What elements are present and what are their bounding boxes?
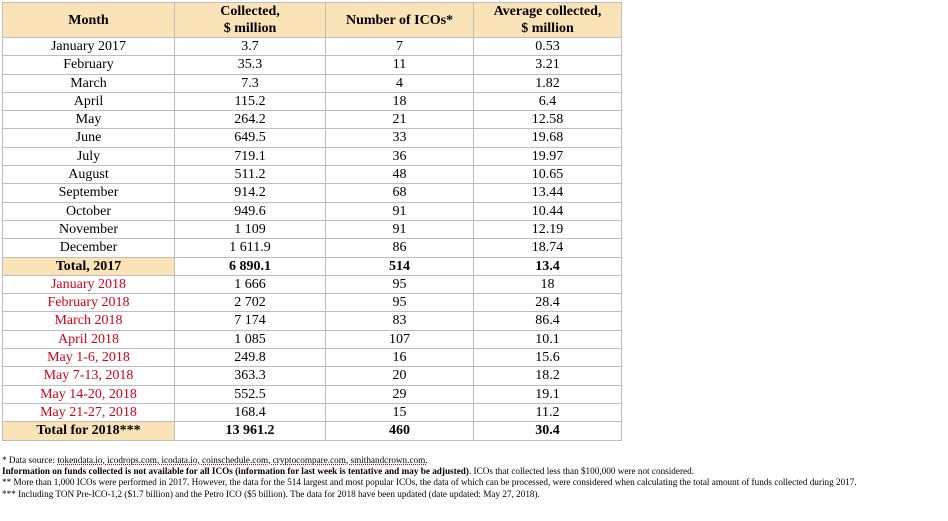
average-cell: 10.1 bbox=[474, 330, 622, 348]
footnote-source-list: tokendata.io, icodrops.com, icodata.io, coinschedule.com, cryptocompare.com, smithandcrown.com. bbox=[57, 455, 428, 465]
month-cell: June bbox=[3, 129, 175, 147]
average-cell: 0.53 bbox=[474, 38, 622, 56]
footnote-source-prefix: * Data source: bbox=[2, 455, 58, 465]
table-row bbox=[3, 184, 622, 202]
table-row bbox=[3, 220, 622, 238]
month-cell: March bbox=[3, 74, 175, 92]
table-row bbox=[3, 294, 622, 312]
average-cell: 18.2 bbox=[474, 367, 622, 385]
collected-cell: 1 666 bbox=[175, 275, 326, 293]
collected-cell: 7.3 bbox=[175, 74, 326, 92]
month-cell: January 2017 bbox=[3, 38, 175, 56]
header-average-line2: $ million bbox=[521, 21, 574, 36]
icos-cell: 83 bbox=[326, 312, 474, 330]
month-cell: May 7-13, 2018 bbox=[3, 367, 175, 385]
table-row bbox=[3, 92, 622, 110]
icos-cell: 29 bbox=[326, 385, 474, 403]
icos-cell: 36 bbox=[326, 147, 474, 165]
total-row bbox=[3, 422, 622, 440]
table-row bbox=[3, 349, 622, 367]
icos-cell: 514 bbox=[326, 257, 474, 275]
month-cell: April 2018 bbox=[3, 330, 175, 348]
month-cell: July bbox=[3, 147, 175, 165]
icos-cell: 91 bbox=[326, 220, 474, 238]
collected-cell: 949.6 bbox=[175, 202, 326, 220]
icos-cell: 21 bbox=[326, 111, 474, 129]
average-cell: 6.4 bbox=[474, 92, 622, 110]
collected-cell: 649.5 bbox=[175, 129, 326, 147]
average-cell: 19.68 bbox=[474, 129, 622, 147]
icos-cell: 4 bbox=[326, 74, 474, 92]
month-cell: January 2018 bbox=[3, 275, 175, 293]
average-cell: 30.4 bbox=[474, 422, 622, 440]
collected-cell: 6 890.1 bbox=[175, 257, 326, 275]
average-cell: 12.58 bbox=[474, 111, 622, 129]
icos-cell: 48 bbox=[326, 166, 474, 184]
average-cell: 18 bbox=[474, 275, 622, 293]
collected-cell: 13 961.2 bbox=[175, 422, 326, 440]
icos-cell: 20 bbox=[326, 367, 474, 385]
table-row bbox=[3, 330, 622, 348]
collected-cell: 115.2 bbox=[175, 92, 326, 110]
icos-cell: 95 bbox=[326, 275, 474, 293]
header-collected-line1: Collected, bbox=[220, 4, 280, 19]
table-row bbox=[3, 111, 622, 129]
table-body bbox=[3, 38, 622, 441]
table-row bbox=[3, 56, 622, 74]
header-collected-line2: $ million bbox=[223, 21, 277, 36]
footnote-2018: *** Including TON Pre-ICO-1,2 ($1.7 billion) and the Petro ICO ($5 billion). The data for 2018 have been updated (date updated: May 27, 2018). bbox=[2, 488, 540, 499]
month-cell: May 14-20, 2018 bbox=[3, 385, 175, 403]
icos-cell: 11 bbox=[326, 56, 474, 74]
collected-cell: 511.2 bbox=[175, 166, 326, 184]
collected-cell: 719.1 bbox=[175, 147, 326, 165]
icos-cell: 68 bbox=[326, 184, 474, 202]
collected-cell: 552.5 bbox=[175, 385, 326, 403]
total-row bbox=[3, 257, 622, 275]
icos-cell: 33 bbox=[326, 129, 474, 147]
average-cell: 18.74 bbox=[474, 239, 622, 257]
collected-cell: 914.2 bbox=[175, 184, 326, 202]
collected-cell: 3.7 bbox=[175, 38, 326, 56]
collected-cell: 1 085 bbox=[175, 330, 326, 348]
icos-cell: 18 bbox=[326, 92, 474, 110]
footnote-bold-note: Information on funds collected is not available for all ICOs (information for last week is tentative and may be adjusted) bbox=[2, 466, 469, 477]
header-collected bbox=[175, 3, 326, 38]
icos-cell: 91 bbox=[326, 202, 474, 220]
header-row bbox=[3, 3, 622, 38]
table-row bbox=[3, 166, 622, 184]
collected-cell: 2 702 bbox=[175, 294, 326, 312]
average-cell: 28.4 bbox=[474, 294, 622, 312]
table-row bbox=[3, 367, 622, 385]
icos-cell: 7 bbox=[326, 38, 474, 56]
collected-cell: 249.8 bbox=[175, 349, 326, 367]
average-cell: 19.1 bbox=[474, 385, 622, 403]
average-cell: 13.44 bbox=[474, 184, 622, 202]
table-row bbox=[3, 74, 622, 92]
month-cell: Total for 2018*** bbox=[3, 422, 175, 440]
collected-cell: 363.3 bbox=[175, 367, 326, 385]
month-cell: May 21-27, 2018 bbox=[3, 403, 175, 421]
average-cell: 13.4 bbox=[474, 257, 622, 275]
icos-cell: 15 bbox=[326, 403, 474, 421]
average-cell: 86.4 bbox=[474, 312, 622, 330]
collected-cell: 35.3 bbox=[175, 56, 326, 74]
table-row bbox=[3, 202, 622, 220]
average-cell: 12.19 bbox=[474, 220, 622, 238]
average-cell: 19.97 bbox=[474, 147, 622, 165]
month-cell: Total, 2017 bbox=[3, 257, 175, 275]
header-icos: Number of ICOs* bbox=[326, 3, 474, 38]
table-row bbox=[3, 312, 622, 330]
average-cell: 1.82 bbox=[474, 74, 622, 92]
collected-cell: 1 611.9 bbox=[175, 239, 326, 257]
table-row bbox=[3, 38, 622, 56]
average-cell: 3.21 bbox=[474, 56, 622, 74]
icos-cell: 107 bbox=[326, 330, 474, 348]
month-cell: October bbox=[3, 202, 175, 220]
header-average bbox=[474, 3, 622, 38]
month-cell: May 1-6, 2018 bbox=[3, 349, 175, 367]
average-cell: 10.44 bbox=[474, 202, 622, 220]
collected-cell: 7 174 bbox=[175, 312, 326, 330]
month-cell: August bbox=[3, 166, 175, 184]
header-average-line1: Average collected, bbox=[493, 4, 602, 19]
table-row bbox=[3, 239, 622, 257]
footnote-2017: ** More than 1,000 ICOs were performed in 2017. However, the data for the 514 largest and most popular ICOs, the data of which can be processed, were considered when calculating the total amount of funds collected during 2017. bbox=[2, 477, 857, 488]
month-cell: February bbox=[3, 56, 175, 74]
average-cell: 10.65 bbox=[474, 166, 622, 184]
header-month: Month bbox=[3, 3, 175, 38]
month-cell: April bbox=[3, 92, 175, 110]
collected-cell: 168.4 bbox=[175, 403, 326, 421]
collected-cell: 1 109 bbox=[175, 220, 326, 238]
table-row bbox=[3, 403, 622, 421]
month-cell: November bbox=[3, 220, 175, 238]
table-row bbox=[3, 129, 622, 147]
ico-table bbox=[2, 2, 622, 441]
average-cell: 15.6 bbox=[474, 349, 622, 367]
month-cell: February 2018 bbox=[3, 294, 175, 312]
footnotes bbox=[2, 455, 942, 500]
table-row bbox=[3, 385, 622, 403]
footnote-bold-note-tail: . ICOs that collected less than $100,000 were not considered. bbox=[468, 466, 694, 477]
collected-cell: 264.2 bbox=[175, 111, 326, 129]
footnote-availability bbox=[2, 466, 942, 477]
table-row bbox=[3, 147, 622, 165]
table-row bbox=[3, 275, 622, 293]
month-cell: September bbox=[3, 184, 175, 202]
month-cell: May bbox=[3, 111, 175, 129]
month-cell: March 2018 bbox=[3, 312, 175, 330]
average-cell: 11.2 bbox=[474, 403, 622, 421]
footnote-source bbox=[2, 455, 942, 466]
icos-cell: 86 bbox=[326, 239, 474, 257]
month-cell: December bbox=[3, 239, 175, 257]
icos-cell: 95 bbox=[326, 294, 474, 312]
icos-cell: 16 bbox=[326, 349, 474, 367]
icos-cell: 460 bbox=[326, 422, 474, 440]
